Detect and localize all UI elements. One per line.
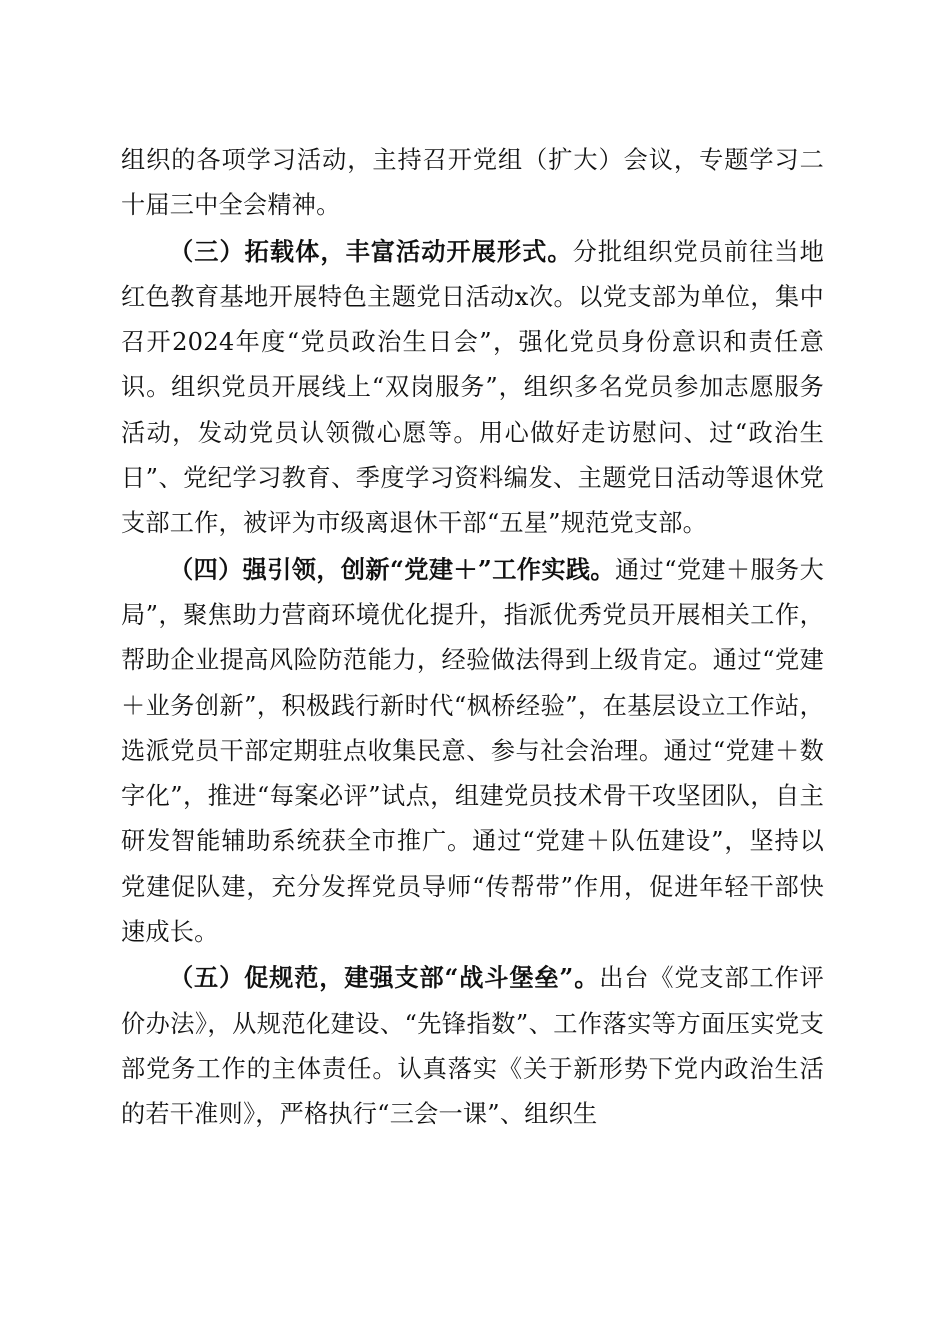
paragraph-section-5 <box>121 955 824 1137</box>
paragraph-section-3 <box>121 229 824 547</box>
paragraph-text: 分批组织党员前往当地红色教育基地开展特色主题党日活动x次。以党支部为单位，集中召开2024年度“党员政治生日会”，强化党员身份意识和责任意识。组织党员开展线上“双岗服务”，组织多名党员参加志愿服务活动，发动党员认领微心愿等。用心做好走访慰问、过“政治生日”、党纪学习教育、季度学习资料编发、主题党日活动等退休党支部工作，被评为市级离退休干部“五星”规范党支部。 <box>121 237 824 538</box>
paragraph-continuation <box>121 138 824 229</box>
section-heading: （四）强引领，创新“党建＋”工作实践。 <box>169 554 615 584</box>
paragraph-text: 出台《党支部工作评价办法》，从规范化建设、“先锋指数”、工作落实等方面压实党支部党务工作的主体责任。认真落实《关于新形势下党内政治生活的若干准则》，严格执行“三会一课”、组织生 <box>121 964 824 1129</box>
paragraph-text: 组织的各项学习活动，主持召开党组（扩大）会议，专题学习二十届三中全会精神。 <box>121 146 824 220</box>
document-body <box>121 138 824 1138</box>
section-heading: （五）促规范，建强支部“战斗堡垒”。 <box>169 963 600 993</box>
paragraph-text: 通过“党建＋服务大局”，聚焦助力营商环境优化提升，指派优秀党员开展相关工作，帮助企业提高风险防范能力，经验做法得到上级肯定。通过“党建＋业务创新”，积极践行新时代“枫桥经验”，在基层设立工作站，选派党员干部定期驻点收集民意、参与社会治理。通过“党建＋数字化”，推进“每案必评”试点，组建党员技术骨干攻坚团队，自主研发智能辅助系统获全市推广。通过“党建＋队伍建设”，坚持以党建促队建，充分发挥党员导师“传帮带”作用，促进年轻干部快速成长。 <box>121 555 824 947</box>
paragraph-section-4 <box>121 547 824 956</box>
section-heading: （三）拓载体，丰富活动开展形式。 <box>169 236 573 266</box>
